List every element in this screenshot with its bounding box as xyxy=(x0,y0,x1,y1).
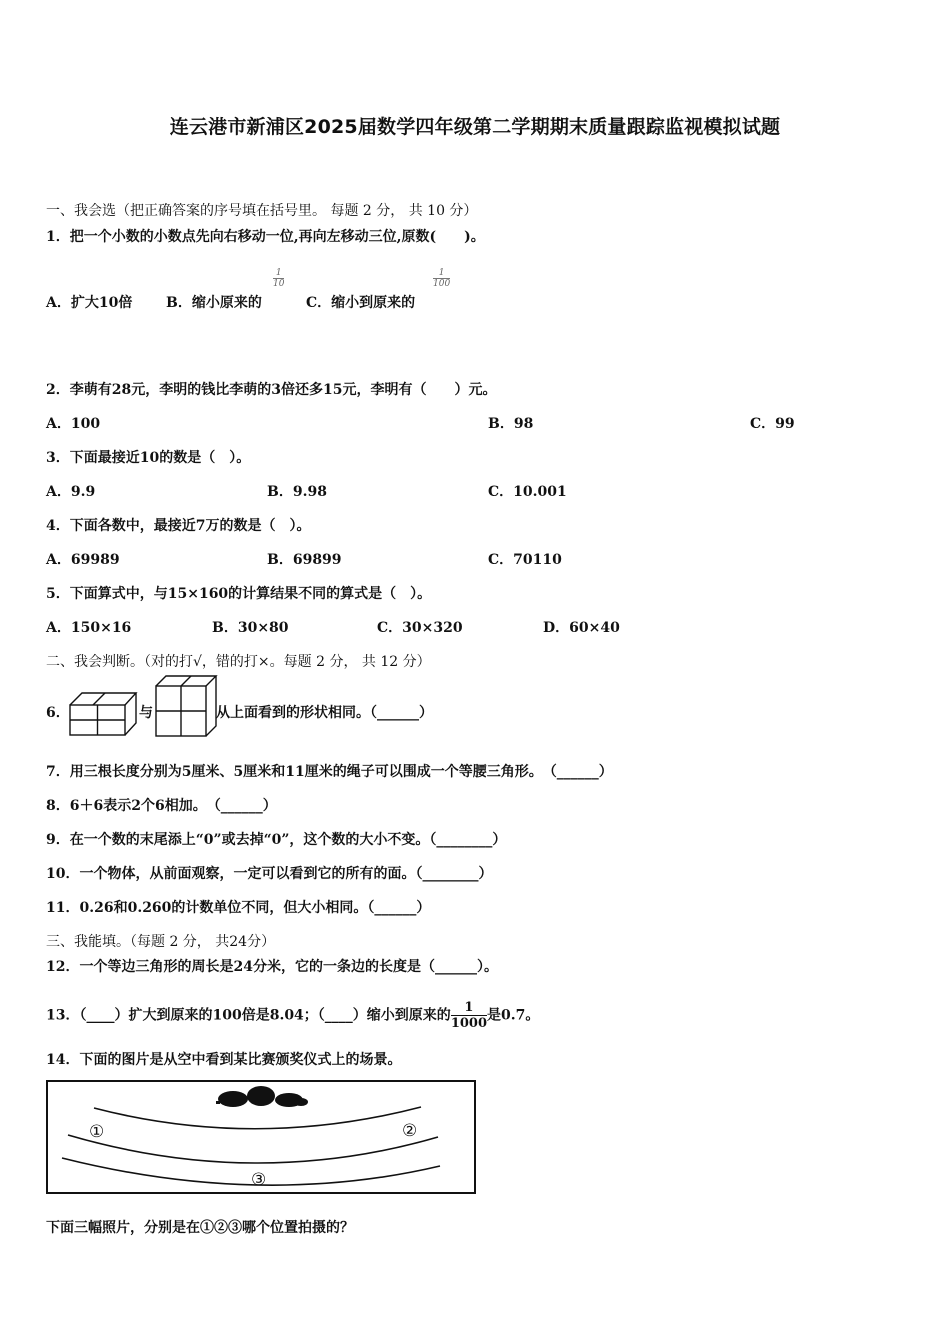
fraction-denominator: 100 xyxy=(433,279,451,289)
q3-option-b: B．9.98 xyxy=(267,484,327,500)
section-2-heading: 二、我会判断。（对的打√，错的打×。每题 2 分， 共 12 分） xyxy=(46,654,431,670)
position-label-1: ① xyxy=(89,1122,105,1142)
question-6-connector: 与 xyxy=(139,705,153,721)
q1-option-c: C．缩小到原来的 xyxy=(306,295,416,311)
section-3-heading: 三、我能填。（每题 2 分， 共24分） xyxy=(46,934,276,950)
fraction-numerator: 1 xyxy=(433,268,450,279)
position-label-2: ② xyxy=(402,1121,418,1141)
fraction-denominator: 10 xyxy=(273,279,285,289)
question-14-stem: 14．下面的图片是从空中看到某比赛颁奖仪式上的场景。 xyxy=(46,1052,402,1068)
question-1-stem: 1．把一个小数的小数点先向右移动一位,再向左移动三位,原数( )。 xyxy=(46,229,485,245)
q4-option-b: B．69899 xyxy=(267,552,342,568)
question-11: 11．0.26和0.260的计数单位不同，但大小相同。（______） xyxy=(46,900,431,916)
question-5-stem: 5．下面算式中，与15×160的计算结果不同的算式是（ ）。 xyxy=(46,586,432,602)
q3-option-c: C．10.001 xyxy=(488,484,567,500)
question-8: 8．6＋6表示2个6相加。 （______） xyxy=(46,798,277,814)
cuboid-figure xyxy=(68,690,138,738)
q1-option-a: A．扩大10倍 xyxy=(46,295,133,311)
question-12: 12．一个等边三角形的周长是24分米，它的一条边的长度是（______）。 xyxy=(46,959,498,975)
podium-figures xyxy=(216,1086,308,1107)
question-13 xyxy=(46,1000,539,1031)
question-2-stem: 2．李萌有28元，李明的钱比李萌的3倍还多15元，李明有（ ）元。 xyxy=(46,382,497,398)
q1-option-b: B．缩小原来的 xyxy=(166,295,262,311)
q4-option-c: C．70110 xyxy=(488,552,562,568)
q3-option-a: A．9.9 xyxy=(46,484,96,500)
page-title: 连云港市新浦区2025届数学四年级第二学期期末质量跟踪监视模拟试题 xyxy=(169,116,781,138)
q2-option-c: C．99 xyxy=(750,416,795,432)
question-7: 7．用三根长度分别为5厘米、5厘米和11厘米的绳子可以围成一个等腰三角形。 （______） xyxy=(46,764,613,780)
q2-option-b: B．98 xyxy=(488,416,534,432)
q5-option-c: C．30×320 xyxy=(377,620,463,636)
question-6-number: 6． xyxy=(46,705,70,721)
question-13-fraction xyxy=(451,1000,487,1031)
fraction-denominator: 1000 xyxy=(450,1016,487,1031)
q4-option-a: A．69989 xyxy=(46,552,120,568)
question-4-stem: 4．下面各数中，最接近7万的数是（ ）。 xyxy=(46,518,311,534)
q1-option-b-fraction xyxy=(273,268,284,289)
question-13-part2: 是0.7。 xyxy=(487,1007,540,1024)
question-13-part1: 13．（____）扩大到原来的100倍是8.04；（____）缩小到原来的 xyxy=(46,1007,451,1024)
q5-option-b: B．30×80 xyxy=(212,620,289,636)
question-6-tail: 从上面看到的形状相同。（______） xyxy=(216,705,433,721)
q5-option-a: A．150×16 xyxy=(46,620,132,636)
cube-stack-figure xyxy=(154,674,218,738)
question-10: 10．一个物体，从前面观察，一定可以看到它的所有的面。（________） xyxy=(46,866,493,882)
fraction-numerator: 1 xyxy=(451,1000,487,1016)
q2-option-a: A．100 xyxy=(46,416,101,432)
position-label-3: ③ xyxy=(251,1170,267,1190)
award-ceremony-diagram xyxy=(46,1080,478,1196)
section-1-heading: 一、我会选（把正确答案的序号填在括号里。 每题 2 分， 共 10 分） xyxy=(46,203,478,219)
q5-option-d: D．60×40 xyxy=(543,620,620,636)
question-9: 9．在一个数的末尾添上“0”或去掉“0”，这个数的大小不变。（________） xyxy=(46,832,507,848)
q1-option-c-fraction xyxy=(433,268,450,289)
fraction-numerator: 1 xyxy=(273,268,284,279)
question-14-followup: 下面三幅照片，分别是在①②③哪个位置拍摄的？ xyxy=(46,1220,354,1236)
question-3-stem: 3．下面最接近10的数是（ ）。 xyxy=(46,450,251,466)
